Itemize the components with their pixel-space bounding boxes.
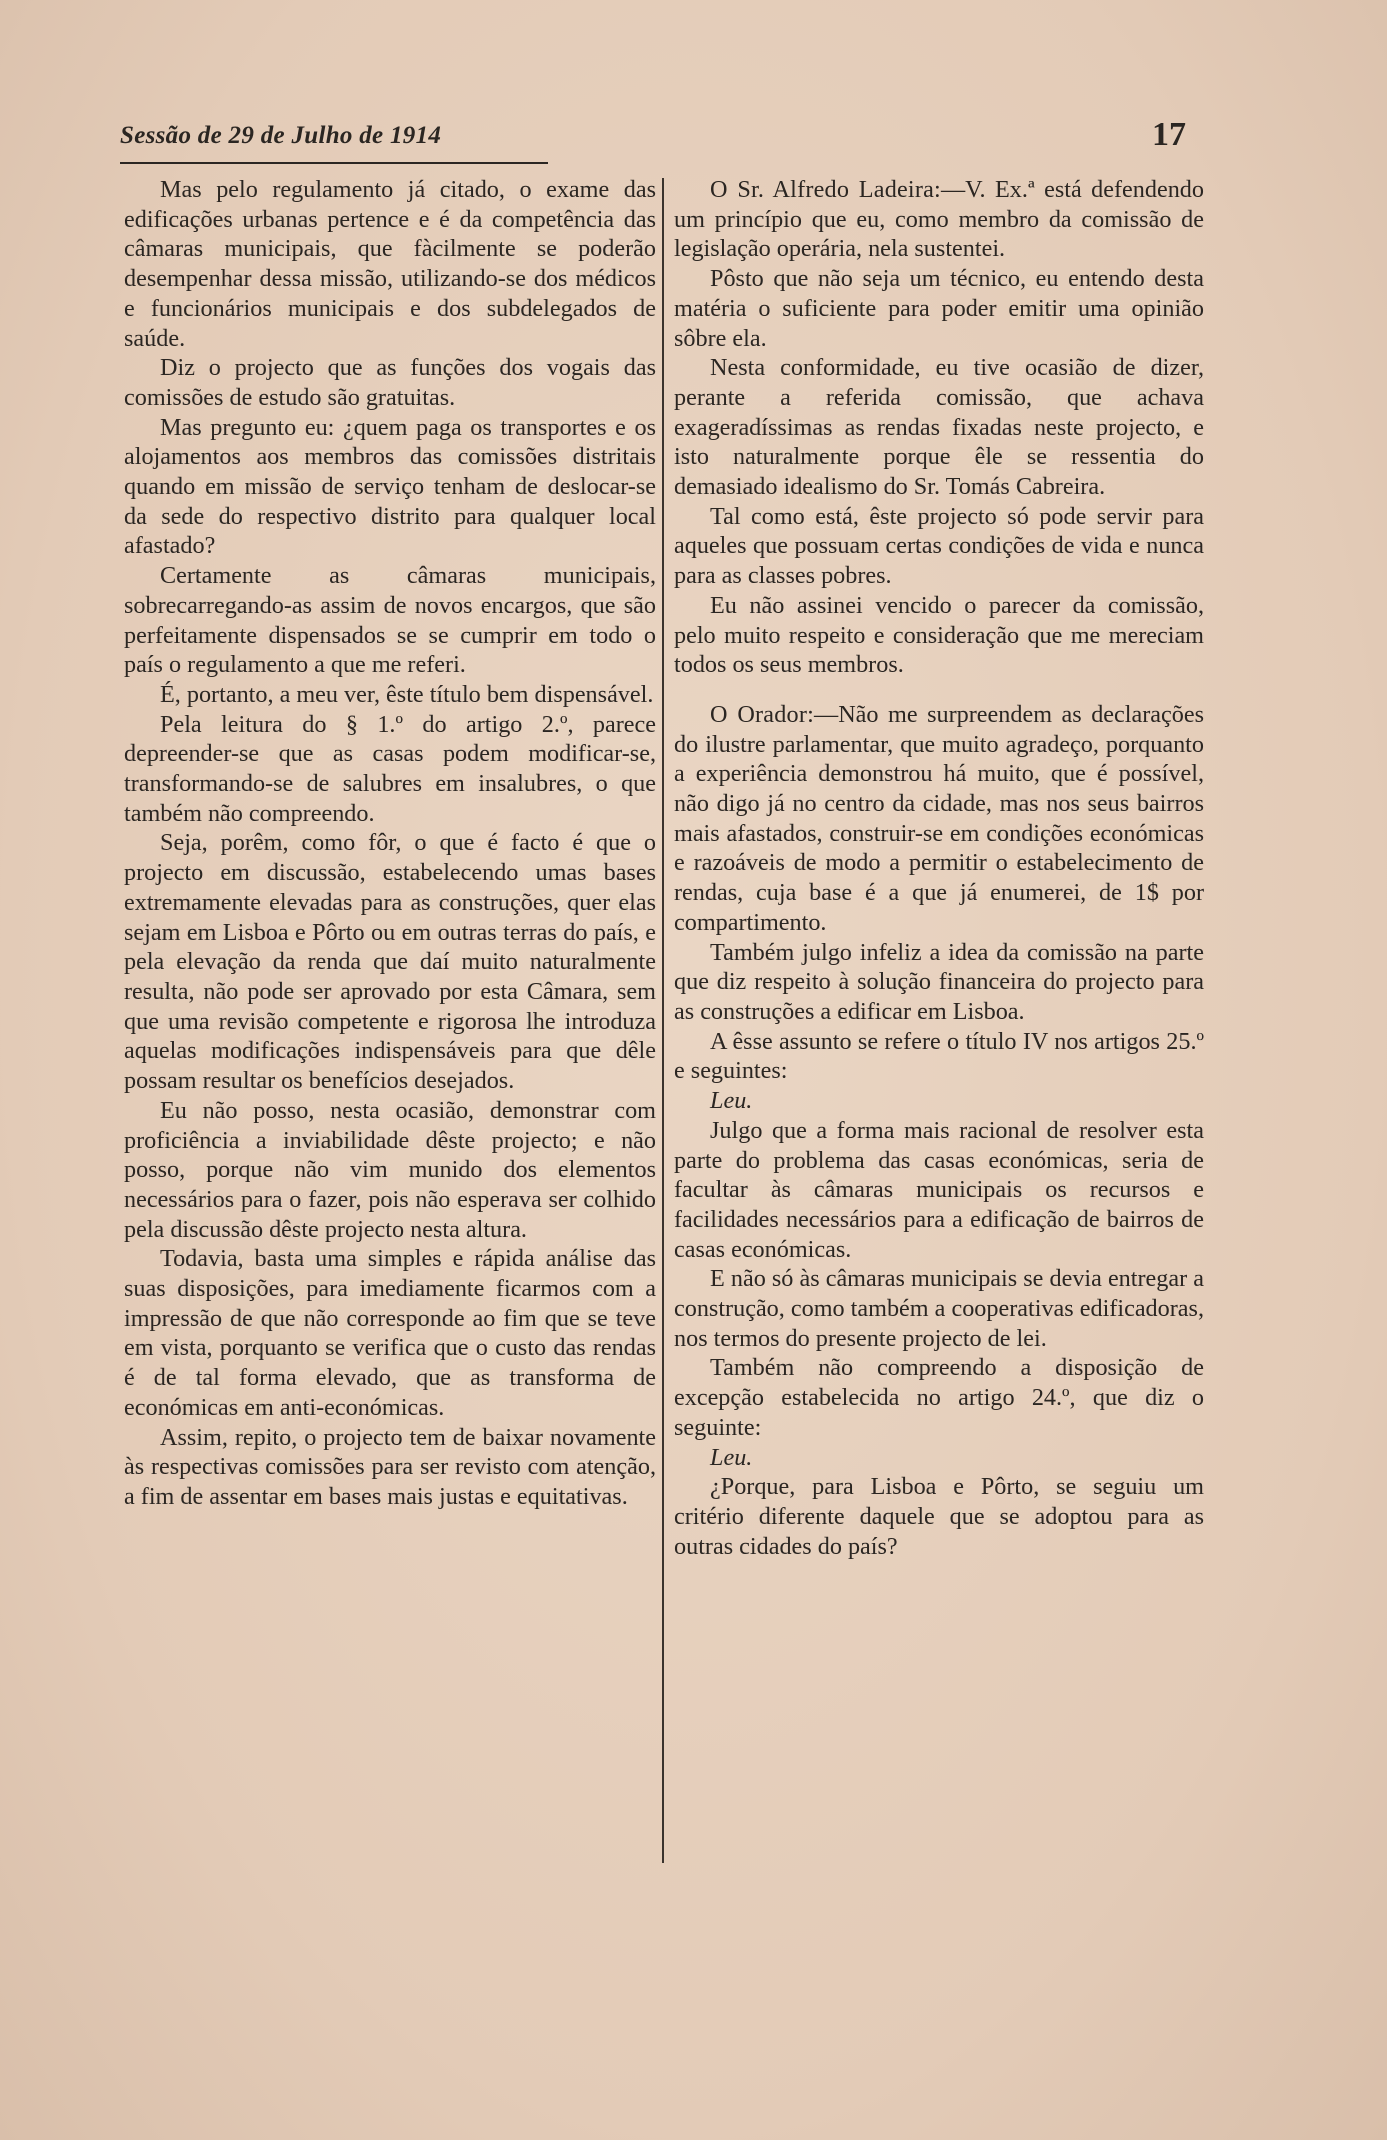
paragraph: E não só às câmaras municipais se devia entregar a construção, como também a cooperativas edificadoras, nos termos do presente projecto de lei. — [674, 1265, 1204, 1352]
paragraph: Julgo que a forma mais racional de resolver esta parte do problema das casas económicas, seria de facultar às câmaras municipais os recursos e facilidades necessários para a edificação de bairros de casas económicas. — [674, 1116, 1204, 1263]
speaker-name: O Orador: — [710, 700, 815, 728]
page-number: 17 — [1152, 116, 1186, 153]
paragraph: Tal como está, êste projecto só pode servir para aqueles que possuam certas condições de vida e nunca para as classes pobres. — [674, 502, 1204, 590]
paragraph: Assim, repito, o projecto tem de baixar novamente às respectivas comissões para ser revisto com atenção, a fim de assentar em bases mais justas e equitativas. — [124, 1423, 656, 1510]
paragraph: Seja, porêm, como fôr, o que é facto é que o projecto em discussão, estabelecendo umas bases extremamente elevadas para as construções, quer elas sejam em Lisboa e Pôrto ou em outras terras do país, e pela elevação da renda que daí muito naturalmente resulta, não pode ser aprovado por esta Câmara, sem que uma revisão competente e rigorosa lhe introduza aquelas modificações indispensáveis para que dêle possam resultar os benefícios desejados. — [124, 829, 656, 1095]
reading-note: Leu. — [710, 1443, 753, 1471]
speaker-name: O Sr. Alfredo Ladeira: — [710, 176, 941, 203]
paragraph: Eu não assinei vencido o parecer da comissão, pelo muito respeito e consideração que me mereciam todos os seus membros. — [674, 591, 1204, 679]
paragraph: Também não compreendo a disposição de excepção estabelecida no artigo 24.º, que diz o seguinte: — [674, 1354, 1204, 1441]
paragraph: É, portanto, a meu ver, êste título bem dispensável. — [160, 680, 654, 708]
column-divider — [662, 178, 664, 1863]
paragraph: Pela leitura do § 1.º do artigo 2.º, parece depreender-se que as casas podem modificar-se, transformando-se de salubres em insalubres, o que também não compreendo. — [124, 710, 656, 827]
paragraph: Mas pregunto eu: ¿quem paga os transportes e os alojamentos aos membros das comissões distritais quando em missão de serviço tenham de deslocar-se da sede do respectivo distrito para qualquer local afastado? — [124, 413, 656, 560]
speech-text: —Não me surpreendem as declarações do ilustre parlamentar, que muito agradeço, porquanto a experiência demonstrou há muito, que é possível, não digo já no centro da cidade, mas nos seus bairros mais afastados, construir-se em condições económicas e razoáveis de modo a permitir o estabelecimento de rendas, cuja base é a que já enumerei, de 1$ por compartimento. — [674, 700, 1204, 936]
header-rule — [120, 162, 548, 164]
speech-alfredo-ladeira — [674, 175, 1204, 264]
speech-text: —V. Ex.ª está defendendo um princípio que eu, como membro da comissão de legislação operária, nela sustentei. — [674, 176, 1204, 263]
paragraph: Eu não posso, nesta ocasião, demonstrar com proficiência a inviabilidade dêste projecto; e não posso, porque não vim munido dos elementos necessários para o fazer, pois não esperava ser colhido pela discussão dêste projecto nesta altura. — [124, 1096, 656, 1243]
speech-orador — [674, 700, 1204, 938]
paragraph: ¿Porque, para Lisboa e Pôrto, se seguiu um critério diferente daquele que se adoptou para as outras cidades do país? — [674, 1473, 1204, 1560]
paragraph: Diz o projecto que as funções dos vogais das comissões de estudo são gratuitas. — [124, 354, 656, 411]
paragraph: Certamente as câmaras municipais, sobrecarregando-as assim de novos encargos, que são perfeitamente dispensados se se cumprir em todo o país o regulamento a que me referi. — [124, 562, 656, 679]
paragraph: Todavia, basta uma simples e rápida análise das suas disposições, para imediamente ficarmos com a impressão de que não corresponde ao fim que se teve em vista, porquanto se verifica que o custo das rendas é de tal forma elevado, que as transforma de económicas em anti-económicas. — [124, 1245, 656, 1421]
paragraph: Também julgo infeliz a idea da comissão na parte que diz respeito à solução financeira do projecto para as construções a edificar em Lisboa. — [674, 938, 1204, 1025]
paragraph: Pôsto que não seja um técnico, eu entendo desta matéria o suficiente para poder emitir uma opinião sôbre ela. — [674, 265, 1204, 352]
paragraph: Mas pelo regulamento já citado, o exame das edificações urbanas pertence e é da competência das câmaras municipais, que fàcilmente se poderão desempenhar dessa missão, utilizando-se dos médicos e funcionários municipais e dos subdelegados de saúde. — [124, 176, 656, 352]
paragraph: Nesta conformidade, eu tive ocasião de dizer, perante a referida comissão, que achava exageradíssimas as rendas fixadas neste projecto, e isto naturalmente porque êle se ressentia do demasiado idealismo do Sr. Tomás Cabreira. — [674, 354, 1204, 501]
paragraph: A êsse assunto se refere o título IV nos artigos 25.º e seguintes: — [674, 1027, 1204, 1085]
reading-note: Leu. — [710, 1087, 753, 1115]
session-header: Sessão de 29 de Julho de 1914 — [120, 122, 442, 149]
right-column — [674, 175, 1204, 1561]
left-column — [124, 175, 656, 1512]
